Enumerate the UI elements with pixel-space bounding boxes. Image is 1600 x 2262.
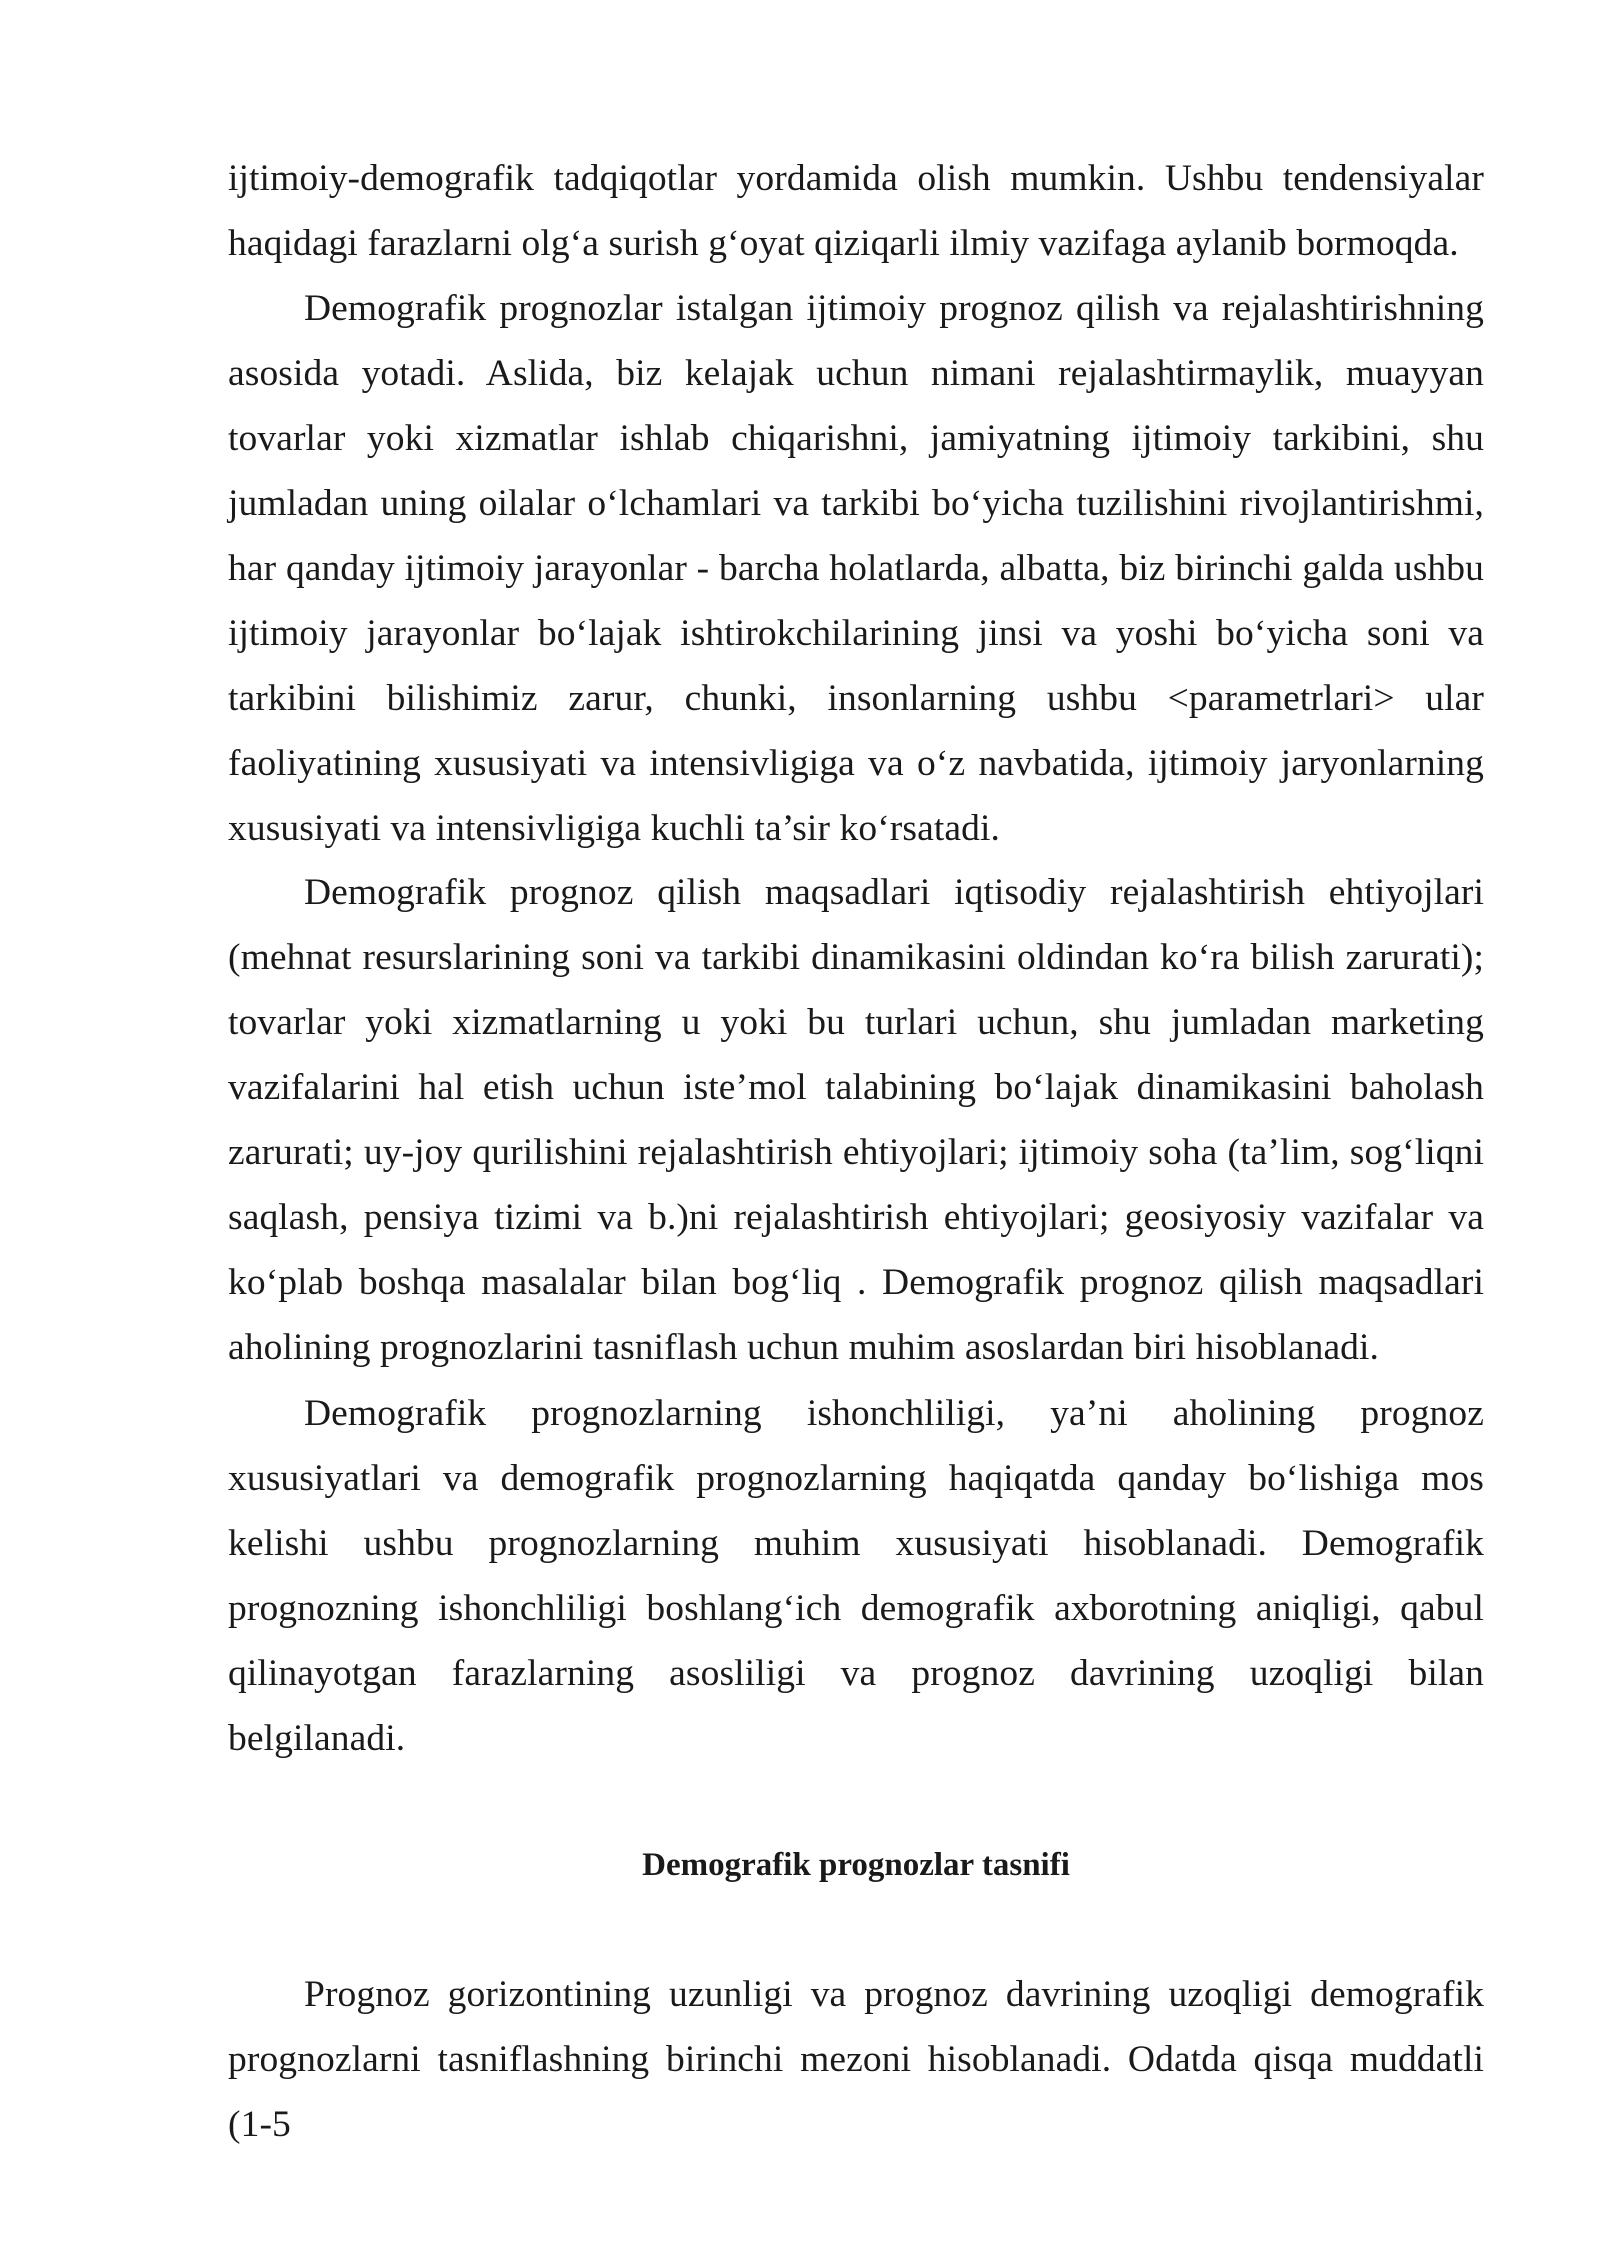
paragraph-text: Demografik prognoz qilish maqsadlari iqtisodiy rejalashtirish ehtiyojlari (mehnat resurslarining soni va tarkibi dinamikasini oldindan ko‘ra bilish zarurati); tovarlar yoki xizmatlarning u yoki bu turlari uchun, shu jumladan marketing vazifalarini hal etish uchun iste’mol talabining bo‘lajak dinamikasini baholash zarurati; uy-joy qurilishini rejalashtirish ehtiyojlari; ijtimoiy soha (ta’lim, sog‘liqni saqlash, pensiya tizimi va b.)ni rejalashtirish ehtiyojlari; geosiyosiy vazifalar va ko‘plab boshqa masalalar bilan bog‘liq . Demografik prognoz qilish maqsadlari aholining prognozlarini tasniflash uchun muhim asoslardan biri hisoblanadi. (228, 872, 1484, 1368)
section-heading: Demografik prognozlar tasnifi (642, 1847, 1070, 1883)
paragraph-forecast-goals (228, 860, 1484, 1380)
paragraph-demographic-forecasts (228, 276, 1484, 861)
paragraph-text: ijtimoiy-demografik tadqiqotlar yordamida olish mumkin. Ushbu tendensiyalar haqidagi farazlarni olg‘a surish g‘oyat qiziqarli ilmiy vazifaga aylanib bormoqda. (228, 158, 1484, 264)
paragraph-text: Demografik prognozlarning ishonchliligi, ya’ni aholining prognoz xususiyatlari va demografik prognozlarning haqiqatda qanday bo‘lishiga mos kelishi ushbu prognozlarning muhim xususiyati hisoblanadi. Demografik prognozning ishonchliligi boshlang‘ich demografik axborotning aniqligi, qabul qilinayotgan farazlarning asosliligi va prognoz davrining uzoqligi bilan belgilanadi. (228, 1393, 1484, 1759)
paragraph-forecast-horizon (228, 1962, 1484, 2157)
paragraph-continuation (228, 146, 1484, 276)
paragraph-text: Demografik prognozlar istalgan ijtimoiy prognoz qilish va rejalashtirishning asosida yotadi. Aslida, biz kelajak uchun nimani rejalashtirmaylik, muayyan tovarlar yoki xizmatlar ishlab chiqarishni, jamiyatning ijtimoiy tarkibini, shu jumladan uning oilalar o‘lchamlari va tarkibi bo‘yicha tuzilishini rivojlantirishmi, har qanday ijtimoiy jarayonlar - barcha holatlarda, albatta, biz birinchi galda ushbu ijtimoiy jarayonlar bo‘lajak ishtirokchilarining jinsi va yoshi bo‘yicha soni va tarkibini bilishimiz zarur, chunki, insonlarning ushbu <parametrlari> ular faoliyatining xususiyati va intensivligiga va o‘z navbatida, ijtimoiy jaryonlarning xususiyati va intensivligiga kuchli ta’sir ko‘rsatadi. (228, 288, 1484, 849)
paragraph-text: Prognoz gorizontining uzunligi va prognoz davrining uzoqligi demografik prognozlarni tasniflashning birinchi mezoni hisoblanadi. Odatda qisqa muddatli (1-5 (228, 1974, 1484, 2145)
paragraph-forecast-reliability (228, 1381, 1484, 1771)
